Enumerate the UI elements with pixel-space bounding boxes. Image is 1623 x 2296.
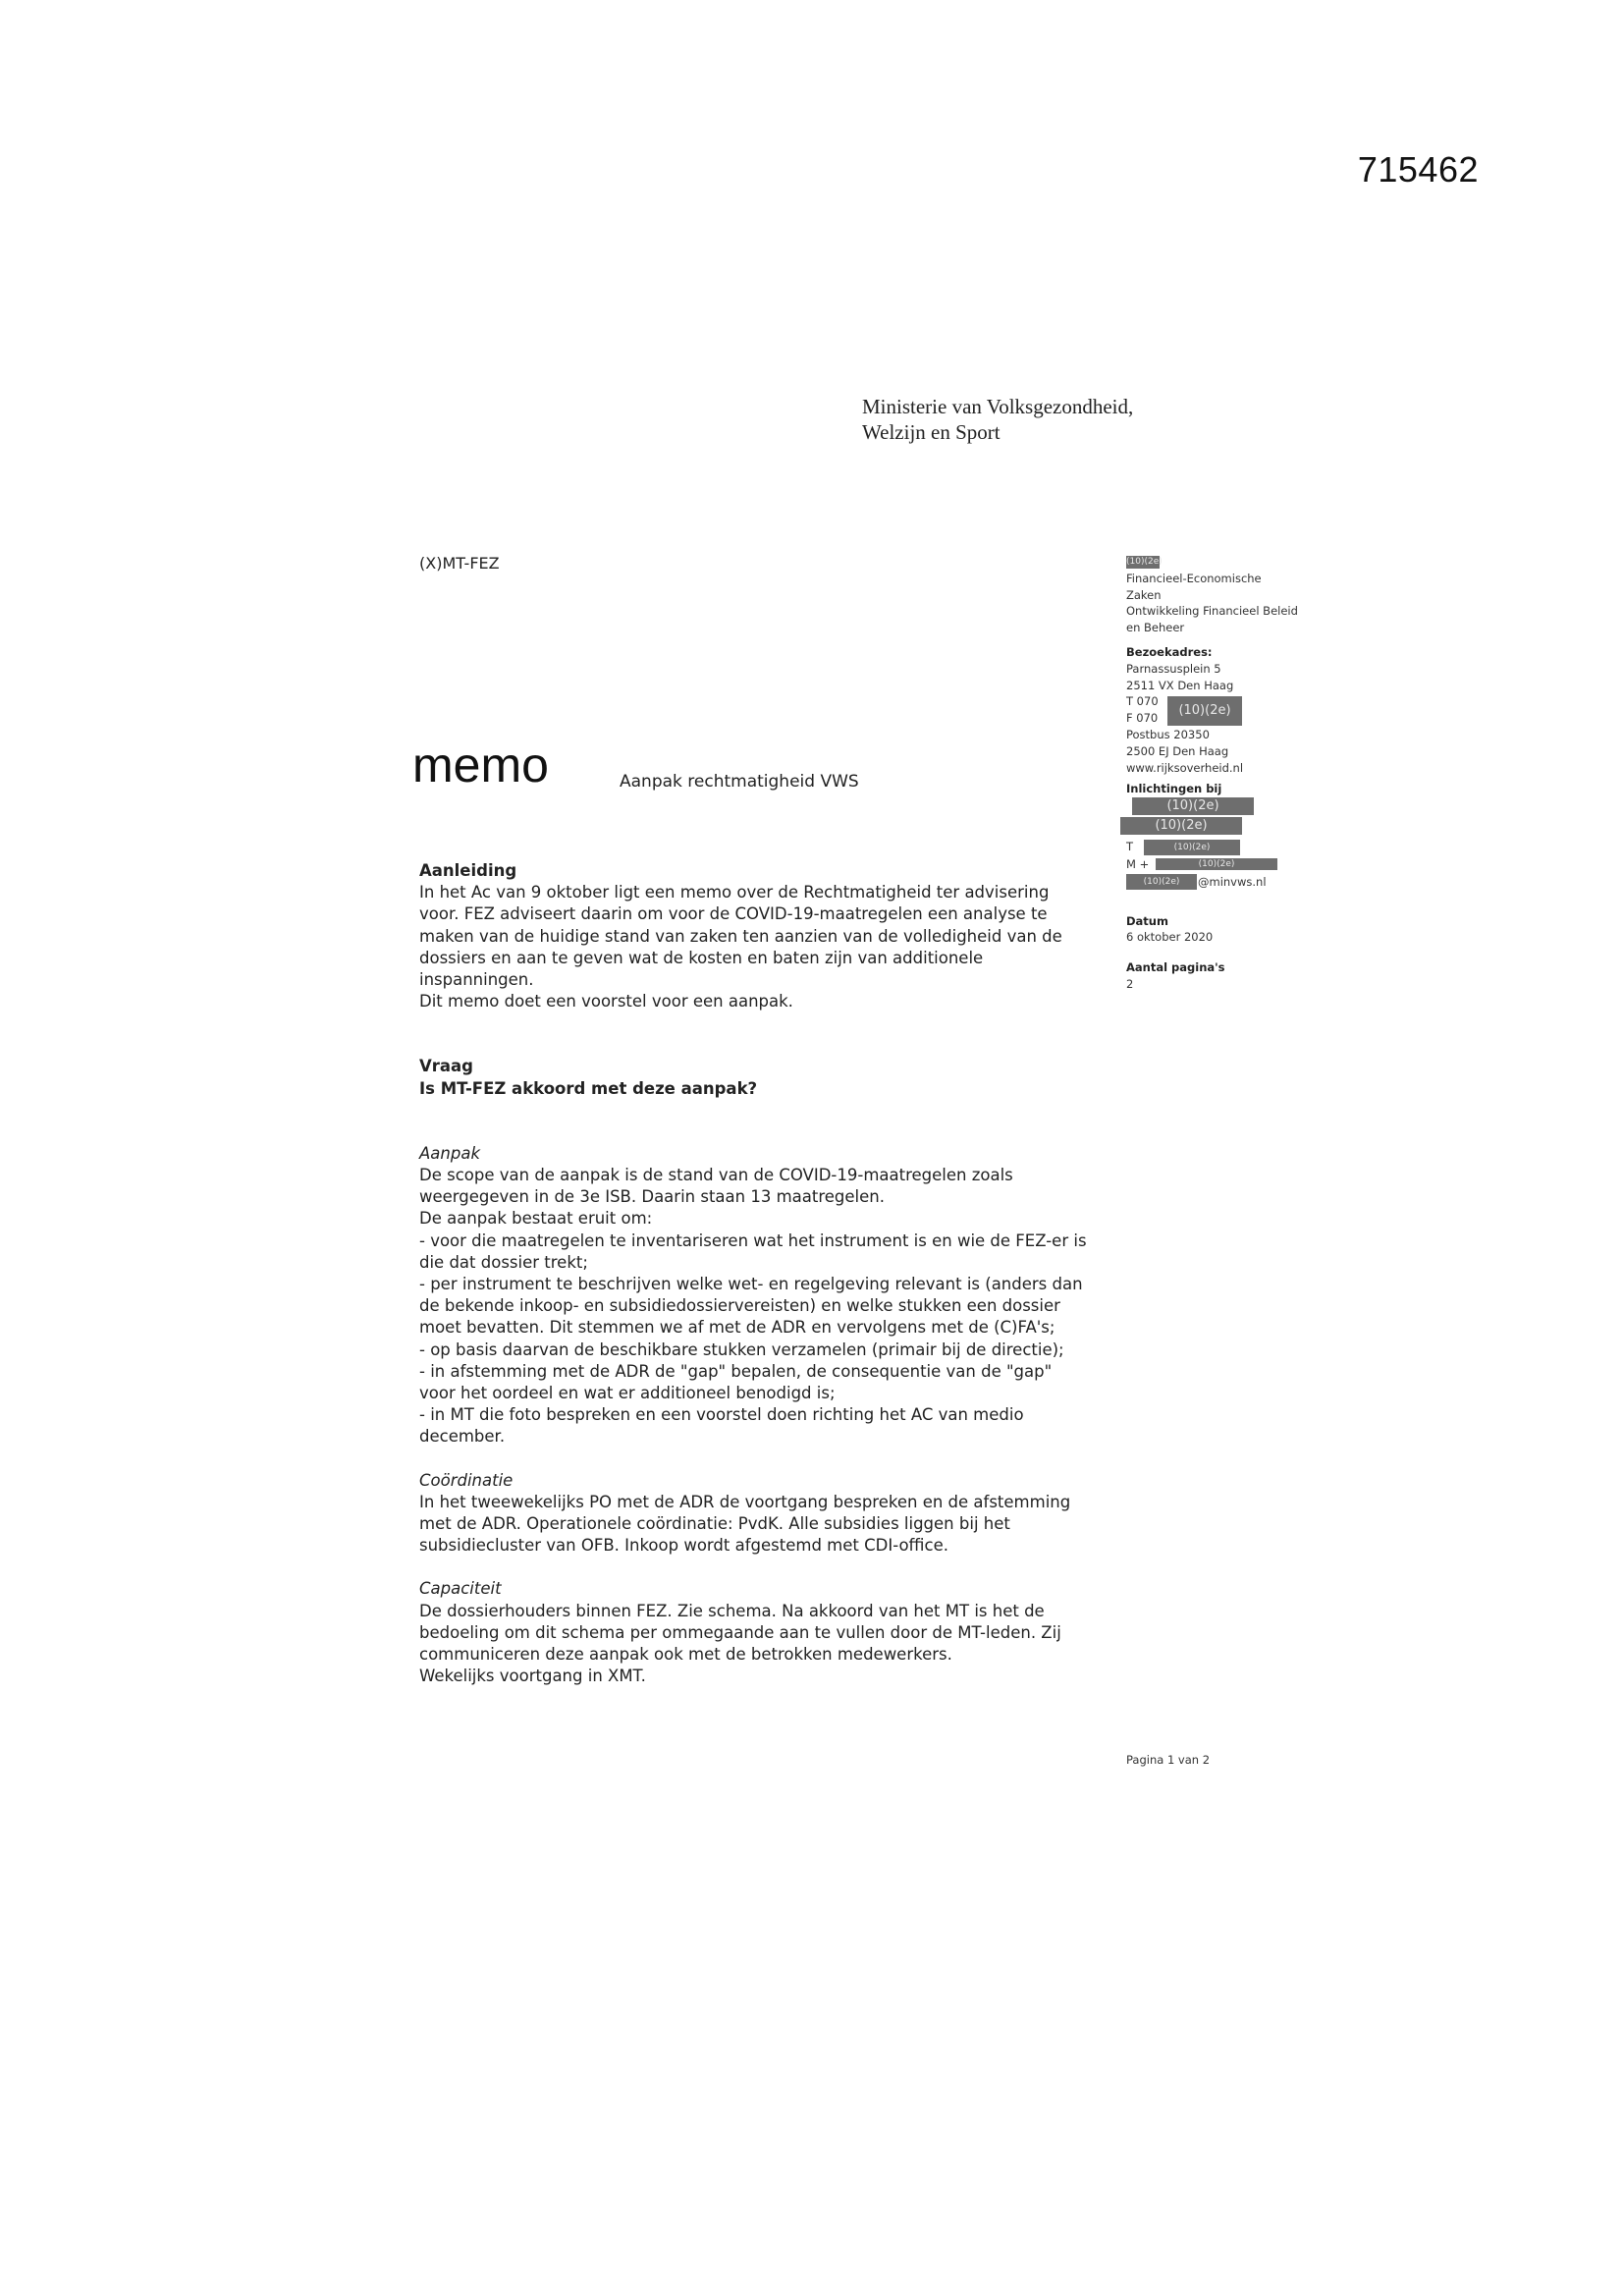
contact-phone-prefix: T [1126,839,1134,853]
document-number: 715462 [1357,149,1479,190]
aanleiding-heading: Aanleiding [419,861,517,880]
redaction-block: (10)(2e) [1126,557,1163,567]
page-number: Pagina 1 van 2 [1126,1753,1211,1767]
redaction-block: (10)(2e) [1126,874,1197,890]
dept-line-2: Zaken [1126,587,1162,602]
dept-line-4: en Beheer [1126,621,1185,635]
addressee: (X)MT-FEZ [419,554,500,573]
datum-label: Datum [1126,913,1168,928]
coordinatie-text: In het tweewekelijks PO met de ADR de voortgang bespreken en de afstemming met de ADR. Operationele coördinatie: PvdK. Alle subsidies liggen bij het subsidiecluster van OFB. Inkoop wordt afgestemd met CDI-office. [419,1492,1071,1556]
ministry-header [862,394,1133,445]
redaction-block: (10)(2e) [1144,840,1240,855]
dept-line-3: Ontwikkeling Financieel Beleid [1126,604,1298,619]
aanpak-text: De scope van de aanpak is de stand van de COVID-19-maatregelen zoals weergegeven in de 3e ISB. Daarin staan 13 maatregelen. De aanpak bestaat eruit om: - voor die maatregelen te inventariseren wat het instrument is en wie de FEZ-er is die dat dossier trekt; - per instrument te beschrijven welke wet- en regelgeving relevant is (anders dan de bekende inkoop- en subsidiedossiervereisten) en welke stukken een dossier moet bevatten. Dit stemmen we af met de ADR en vervolgens met de (C)FA's; - op basis daarvan de beschikbare stukken verzamelen (primair bij de directie); - in afstemming met de ADR de "gap" bepalen, de consequentie van de "gap" voor het oordeel en wat er additioneel benodigd is; - in MT die foto bespreken en een voorstel doen richting het AC van medio december. [419,1166,1087,1447]
redaction-block: (10)(2e) [1167,696,1242,726]
contact-mobile-prefix: M + [1126,856,1150,871]
bezoekadres-label: Bezoekadres: [1126,644,1213,659]
paginas-value: 2 [1126,976,1134,991]
memo-label: memo [412,738,549,793]
phone-prefix: T 070 [1126,694,1159,709]
section-vraag [419,1056,1107,1099]
capaciteit-heading: Capaciteit [419,1579,502,1599]
redaction-block: (10)(2e) [1120,817,1242,835]
dept-line-1: Financieel-Economische [1126,571,1262,585]
memo-body [419,860,1107,1688]
coordinatie-heading: Coördinatie [419,1470,514,1490]
post-city: 2500 EJ Den Haag [1126,744,1229,759]
section-coordinatie [419,1470,1107,1558]
aanleiding-text: In het Ac van 9 oktober ligt een memo over de Rechtmatigheid ter advisering voor. FEZ adviseert daarin om voor de COVID-19-maatregelen een analyse te maken van de huidige stand van zaken ten aanzien van de volledigheid van de dossiers en aan te geven wat de kosten en baten zijn van additionele inspanningen. Dit memo doet een voorstel voor een aanpak. [419,883,1062,1011]
redaction-block: (10)(2e) [1132,797,1254,815]
postbus: Postbus 20350 [1126,728,1210,742]
email-suffix: @minvws.nl [1198,874,1267,889]
redaction-block: (10)(2e) [1156,858,1277,870]
city: 2511 VX Den Haag [1126,678,1234,692]
datum-value: 6 oktober 2020 [1126,930,1214,945]
website: www.rijksoverheid.nl [1126,760,1244,775]
vraag-question: Is MT-FEZ akkoord met deze aanpak? [419,1078,758,1098]
paginas-label: Aantal pagina's [1126,960,1225,975]
inlichtingen-label: Inlichtingen bij [1126,781,1222,795]
ministry-line-2: Welzijn en Sport [862,420,1001,444]
vraag-heading: Vraag [419,1057,473,1076]
fax-prefix: F 070 [1126,711,1159,726]
section-aanleiding [419,860,1107,1012]
street: Parnassusplein 5 [1126,661,1221,676]
capaciteit-text: De dossierhouders binnen FEZ. Zie schema. Na akkoord van het MT is het de bedoeling om dit schema per ommegaande aan te vullen door de MT-leden. Zij communiceren deze aanpak ook met de betrokken medewerkers. Wekelijks voortgang in XMT. [419,1601,1061,1686]
memo-subject: Aanpak rechtmatigheid VWS [620,772,859,792]
section-capaciteit [419,1578,1107,1687]
sidebar-colophon [1126,554,1362,993]
aanpak-heading: Aanpak [419,1143,480,1163]
ministry-line-1: Ministerie van Volksgezondheid, [862,395,1134,418]
section-aanpak [419,1143,1107,1449]
